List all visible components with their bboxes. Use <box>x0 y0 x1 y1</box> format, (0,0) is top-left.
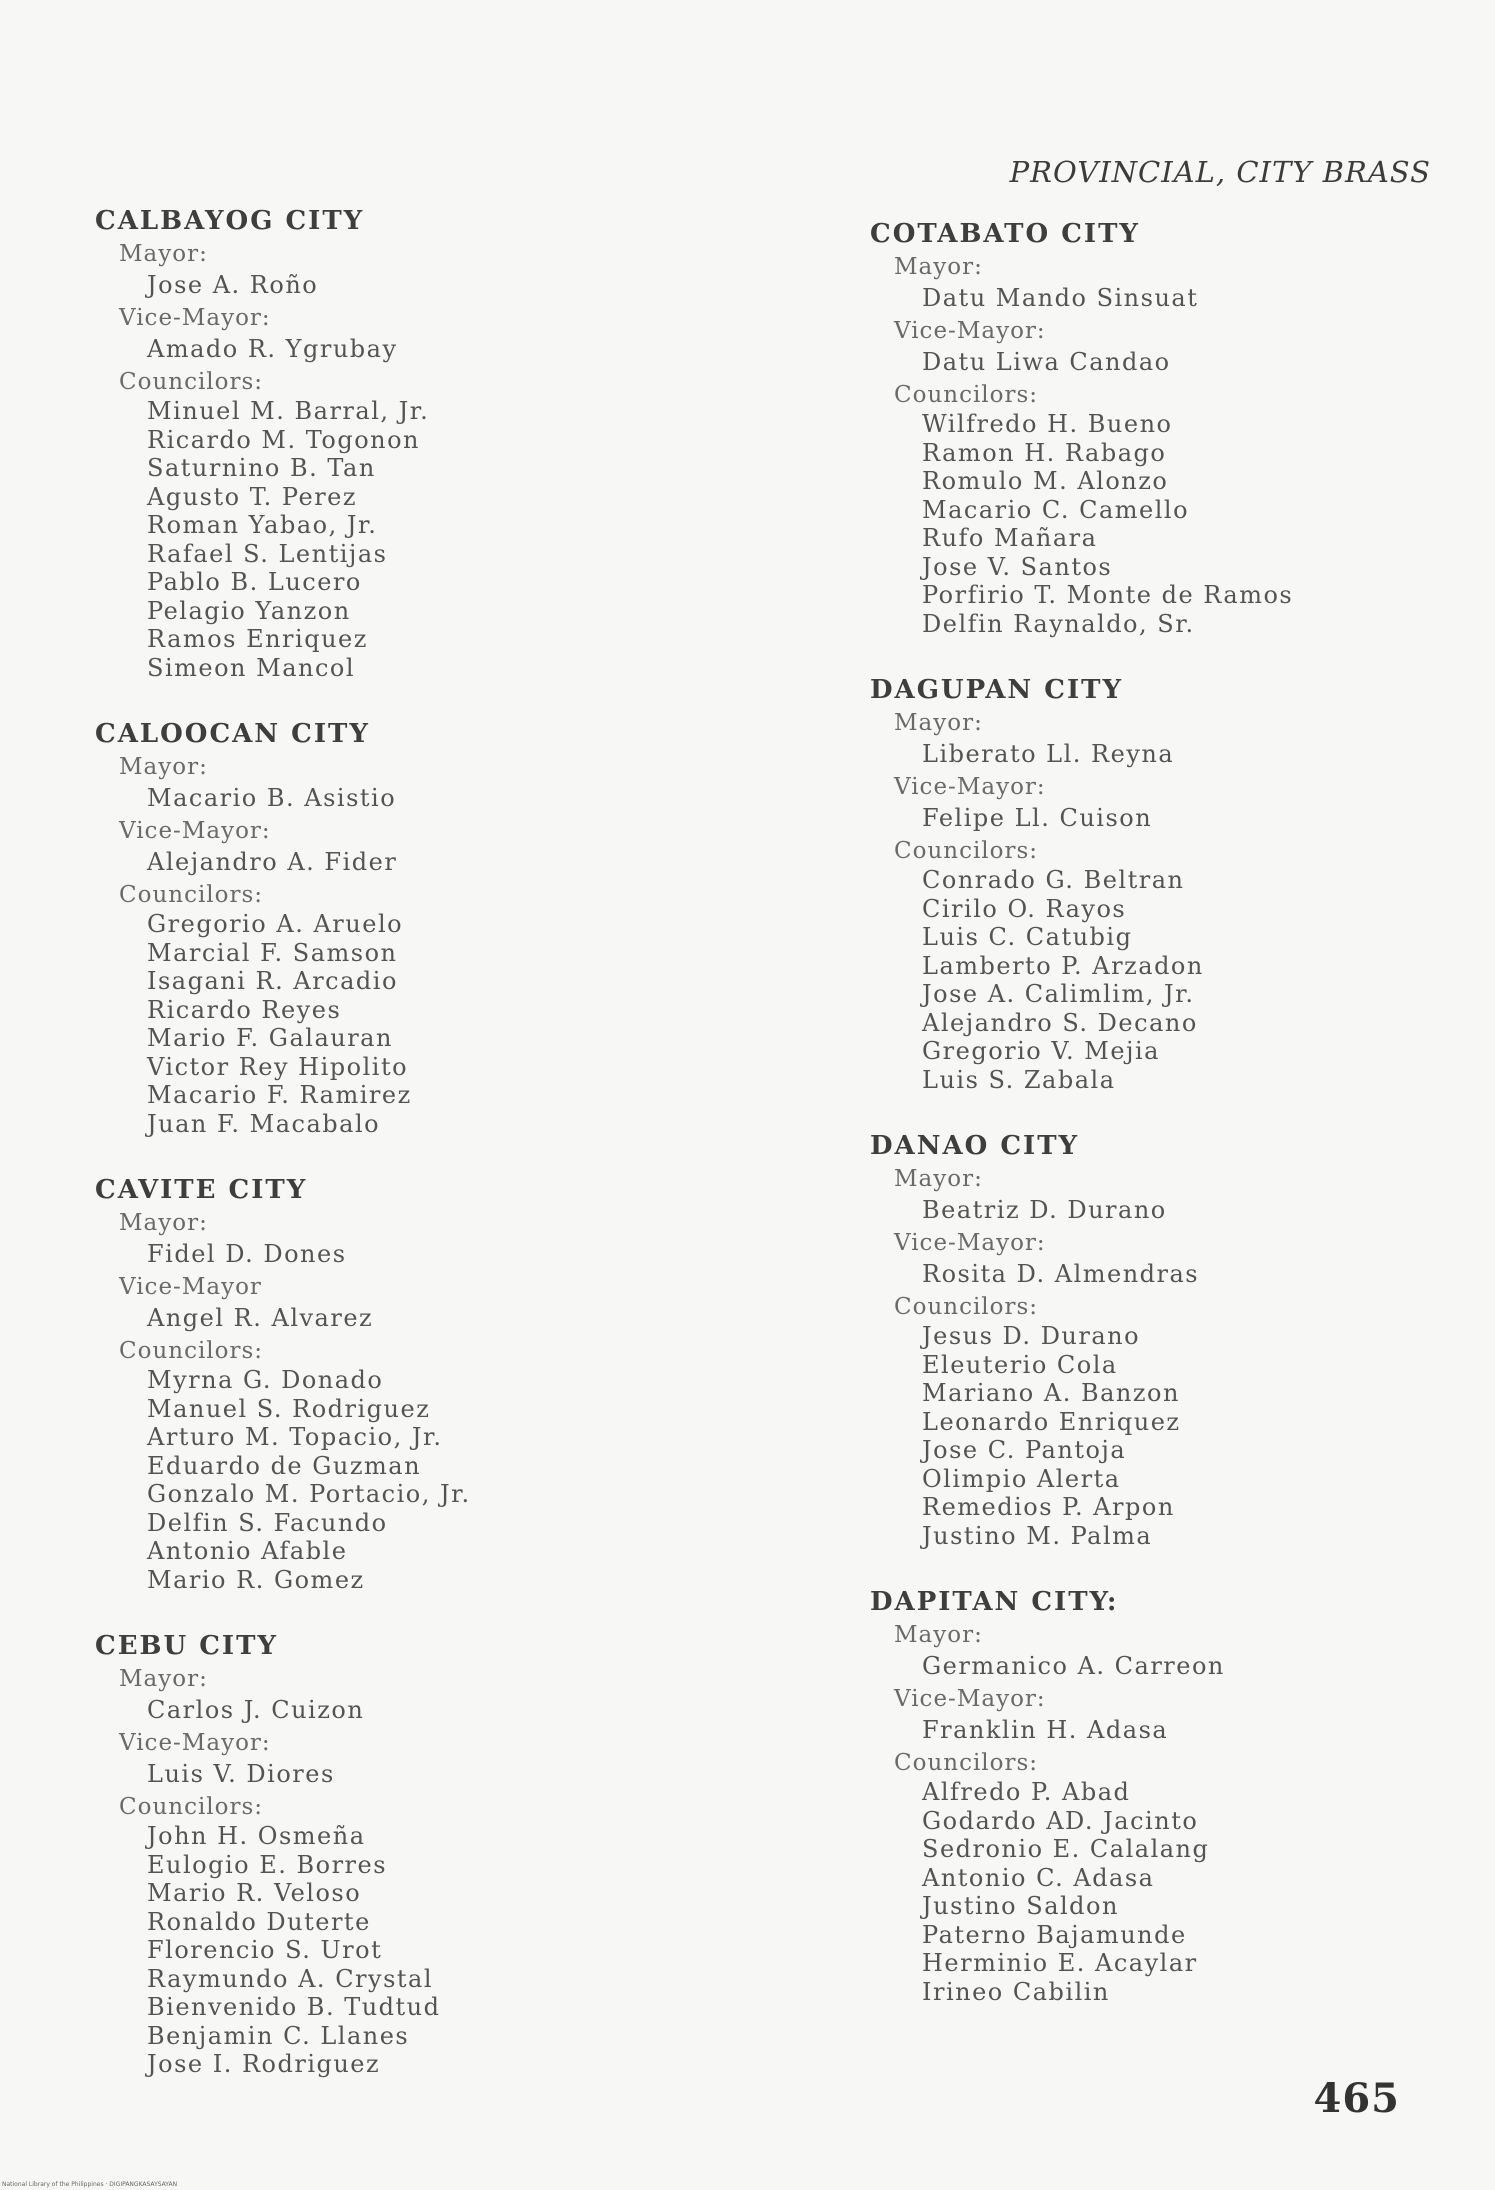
mayor-label: Mayor: <box>894 254 983 280</box>
councilor-name: Macario F. Ramirez <box>147 1081 412 1109</box>
mayor-name: Liberato Ll. Reyna <box>922 740 1175 768</box>
mayor-name: Germanico A. Carreon <box>922 1652 1225 1680</box>
mayor-label: Mayor: <box>894 710 983 736</box>
mayor-name: Datu Mando Sinsuat <box>922 284 1199 312</box>
councilor-name: Macario C. Camello <box>922 495 1190 524</box>
councilor-name: Remedios P. Arpon <box>922 1493 1175 1521</box>
councilor-name: Rafael S. Lentijas <box>147 539 388 568</box>
mayor-name: Jose A. Roño <box>147 271 319 299</box>
councilor-name: Jose C. Pantoja <box>922 1436 1127 1464</box>
vice-mayor-name: Datu Liwa Candao <box>922 348 1171 376</box>
councilor-name: Jose V. Santos <box>922 552 1113 581</box>
councilor-name: Simeon Mancol <box>147 653 356 682</box>
city-name: CEBU CITY <box>95 1631 278 1661</box>
councilors-label: Councilors: <box>119 1338 264 1364</box>
mayor-label: Mayor: <box>119 1666 208 1692</box>
councilor-name: Ramos Enriquez <box>147 625 368 653</box>
city-block-dapitan <box>870 1586 1430 2006</box>
city-name: COTABATO CITY <box>870 219 1140 249</box>
councilor-name: Gonzalo M. Portacio, Jr. <box>147 1480 471 1508</box>
councilor-name: Alfredo P. Abad <box>922 1778 1131 1806</box>
city-name: CALOOCAN CITY <box>95 719 370 749</box>
councilor-name: Eulogio E. Borres <box>147 1850 388 1879</box>
councilor-name: Delfin S. Facundo <box>147 1508 388 1537</box>
councilor-name: Raymundo A. Crystal <box>147 1964 434 1993</box>
vice-mayor-name: Luis V. Diores <box>147 1760 335 1788</box>
city-block-cotabato <box>870 218 1430 638</box>
councilor-list <box>870 410 1430 638</box>
councilor-name: Cirilo O. Rayos <box>922 894 1127 923</box>
councilors-label: Councilors: <box>894 1750 1039 1776</box>
vice-mayor-label: Vice-Mayor: <box>894 1686 1046 1712</box>
mayor-label: Mayor: <box>119 241 208 267</box>
councilor-name: Jose I. Rodriguez <box>147 2050 381 2078</box>
councilor-name: Wilfredo H. Bueno <box>922 410 1173 438</box>
city-block-cebu <box>95 1630 655 2079</box>
councilor-name: Pelagio Yanzon <box>147 596 351 625</box>
councilor-name: Jesus D. Durano <box>922 1322 1141 1350</box>
mayor-label: Mayor: <box>119 754 208 780</box>
city-name: CAVITE CITY <box>95 1175 308 1205</box>
right-column <box>870 218 1430 2042</box>
councilor-name: Eleuterio Cola <box>922 1350 1118 1379</box>
councilor-name: Alejandro S. Decano <box>922 1008 1198 1037</box>
councilor-name: Justino Saldon <box>922 1892 1119 1920</box>
vice-mayor-name: Franklin H. Adasa <box>922 1716 1169 1744</box>
councilor-name: Luis C. Catubig <box>922 923 1133 951</box>
councilor-list <box>870 1322 1430 1550</box>
councilors-label: Councilors: <box>894 838 1039 864</box>
councilor-name: Juan F. Macabalo <box>147 1109 381 1138</box>
councilor-name: Herminio E. Acaylar <box>922 1949 1198 1977</box>
councilor-name: Luis S. Zabala <box>922 1065 1116 1094</box>
councilor-name: Antonio Afable <box>147 1537 348 1565</box>
councilor-name: Conrado G. Beltran <box>922 866 1185 894</box>
vice-mayor-name: Felipe Ll. Cuison <box>922 804 1153 832</box>
councilor-name: Leonardo Enriquez <box>922 1407 1181 1436</box>
vice-mayor-label: Vice-Mayor: <box>894 774 1046 800</box>
councilor-name: Mariano A. Banzon <box>922 1379 1180 1407</box>
councilor-name: Pablo B. Lucero <box>147 568 362 596</box>
councilors-label: Councilors: <box>119 882 264 908</box>
mayor-label: Mayor: <box>894 1622 983 1648</box>
councilor-list <box>95 397 655 682</box>
councilor-name: Olimpio Alerta <box>922 1464 1121 1493</box>
vice-mayor-label: Vice-Mayor <box>119 1274 262 1300</box>
vice-mayor-label: Vice-Mayor: <box>119 818 271 844</box>
mayor-label: Mayor: <box>894 1166 983 1192</box>
councilor-name: Benjamin C. Llanes <box>147 2021 410 2050</box>
councilor-name: Bienvenido B. Tudtud <box>147 1993 441 2021</box>
councilor-name: Gregorio V. Mejia <box>922 1037 1160 1065</box>
councilor-name: Ramon H. Rabago <box>922 438 1167 467</box>
city-block-cavite <box>95 1174 655 1594</box>
city-block-danao <box>870 1130 1430 1550</box>
mayor-name: Fidel D. Dones <box>147 1240 347 1268</box>
city-name: DANAO CITY <box>870 1131 1080 1161</box>
city-name: DAPITAN CITY: <box>870 1587 1119 1617</box>
mayor-name: Macario B. Asistio <box>147 784 397 812</box>
councilor-name: Antonio C. Adasa <box>922 1863 1155 1892</box>
councilor-name: John H. Osmeña <box>147 1822 366 1850</box>
councilor-name: Minuel M. Barral, Jr. <box>147 397 430 425</box>
councilor-name: Irineo Cabilin <box>922 1977 1110 2006</box>
councilor-name: Rufo Mañara <box>922 524 1098 552</box>
councilor-name: Saturnino B. Tan <box>147 454 376 482</box>
councilor-name: Sedronio E. Calalang <box>922 1835 1210 1863</box>
councilor-name: Mario R. Veloso <box>147 1879 362 1907</box>
page-number: 465 <box>1313 2075 1400 2122</box>
city-name: CALBAYOG CITY <box>95 206 365 236</box>
city-name: DAGUPAN CITY <box>870 675 1124 705</box>
running-head: PROVINCIAL, CITY BRASS <box>1009 155 1431 189</box>
city-block-dagupan <box>870 674 1430 1094</box>
councilor-name: Roman Yabao, Jr. <box>147 511 378 539</box>
councilors-label: Councilors: <box>894 382 1039 408</box>
councilor-name: Agusto T. Perez <box>147 482 358 511</box>
footer-credit: National Library of the Philippines · DIGIPANGKASAYSAYAN <box>2 2181 178 2188</box>
mayor-name: Carlos J. Cuizon <box>147 1696 365 1724</box>
councilor-list <box>95 910 655 1138</box>
vice-mayor-label: Vice-Mayor: <box>894 318 1046 344</box>
vice-mayor-label: Vice-Mayor: <box>119 305 271 331</box>
vice-mayor-name: Alejandro A. Fider <box>147 848 398 876</box>
vice-mayor-name: Rosita D. Almendras <box>922 1260 1200 1288</box>
councilor-name: Myrna G. Donado <box>147 1366 384 1394</box>
councilors-label: Councilors: <box>119 1794 264 1820</box>
councilor-name: Florencio S. Urot <box>147 1936 383 1964</box>
city-block-caloocan <box>95 718 655 1138</box>
councilors-label: Councilors: <box>894 1294 1039 1320</box>
councilor-name: Manuel S. Rodriguez <box>147 1394 431 1423</box>
vice-mayor-name: Angel R. Alvarez <box>147 1304 374 1332</box>
councilor-name: Gregorio A. Aruelo <box>147 910 404 938</box>
councilor-name: Mario F. Galauran <box>147 1024 393 1052</box>
left-column <box>95 205 655 2115</box>
councilor-name: Jose A. Calimlim, Jr. <box>922 980 1195 1008</box>
councilor-name: Ronaldo Duterte <box>147 1907 371 1936</box>
councilors-label: Councilors: <box>119 369 264 395</box>
city-block-calbayog <box>95 205 655 682</box>
councilor-name: Arturo M. Topacio, Jr. <box>147 1423 443 1451</box>
councilor-name: Eduardo de Guzman <box>147 1451 422 1480</box>
councilor-name: Romulo M. Alonzo <box>922 467 1169 495</box>
councilor-name: Delfin Raynaldo, Sr. <box>922 609 1195 638</box>
councilor-list <box>870 866 1430 1094</box>
vice-mayor-label: Vice-Mayor: <box>894 1230 1046 1256</box>
councilor-name: Justino M. Palma <box>922 1521 1153 1550</box>
councilor-name: Paterno Bajamunde <box>922 1920 1187 1949</box>
vice-mayor-label: Vice-Mayor: <box>119 1730 271 1756</box>
councilor-name: Ricardo M. Togonon <box>147 425 421 454</box>
councilor-name: Ricardo Reyes <box>147 995 342 1024</box>
councilor-name: Isagani R. Arcadio <box>147 967 398 995</box>
councilor-name: Godardo AD. Jacinto <box>922 1806 1199 1835</box>
councilor-name: Porfirio T. Monte de Ramos <box>922 581 1294 609</box>
councilor-name: Mario R. Gomez <box>147 1565 365 1594</box>
councilor-name: Victor Rey Hipolito <box>147 1052 409 1081</box>
vice-mayor-name: Amado R. Ygrubay <box>147 335 398 363</box>
councilor-name: Marcial F. Samson <box>147 938 398 967</box>
councilor-list <box>95 1366 655 1594</box>
mayor-label: Mayor: <box>119 1210 208 1236</box>
mayor-name: Beatriz D. Durano <box>922 1196 1167 1224</box>
councilor-name: Lamberto P. Arzadon <box>922 951 1204 980</box>
councilor-list <box>95 1822 655 2079</box>
councilor-list <box>870 1778 1430 2006</box>
